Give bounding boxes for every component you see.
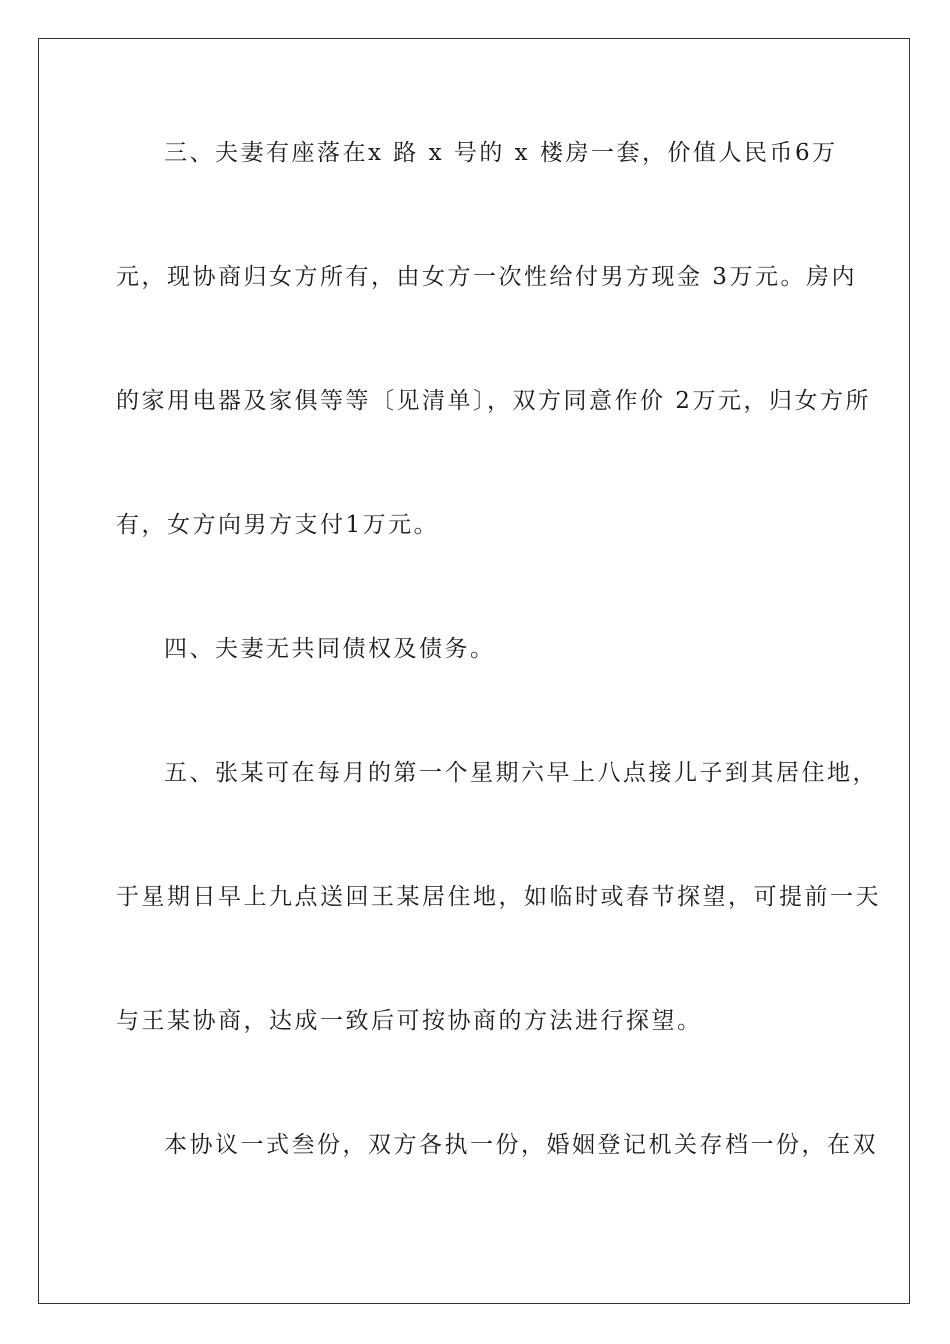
page-border — [38, 38, 910, 1304]
clause-3-line-2: 元，现协商归女方所有，由女方一次性给付男方现金 3万元。房内 — [116, 264, 857, 290]
clause-3-line-3: 的家用电器及家俱等等〔见清单〕，双方同意作价 2万元，归女方所 — [116, 388, 871, 414]
clause-5-line-1: 五、张某可在每月的第一个星期六早上八点接儿子到其居住地， — [164, 760, 878, 786]
clause-3-line-4: 有，女方向男方支付1万元。 — [116, 512, 440, 538]
closing-line-1: 本协议一式叁份，双方各执一份，婚姻登记机关存档一份，在双 — [164, 1132, 878, 1158]
clause-5-line-3: 与王某协商，达成一致后可按协商的方法进行探望。 — [116, 1008, 703, 1034]
clause-4-line-1: 四、夫妻无共同债权及债务。 — [164, 636, 496, 662]
clause-3-line-1: 三、夫妻有座落在x 路 x 号的 x 楼房一套，价值人民币6万 — [164, 140, 838, 166]
clause-5-line-2: 于星期日早上九点送回王某居住地，如临时或春节探望，可提前一天 — [116, 884, 881, 910]
